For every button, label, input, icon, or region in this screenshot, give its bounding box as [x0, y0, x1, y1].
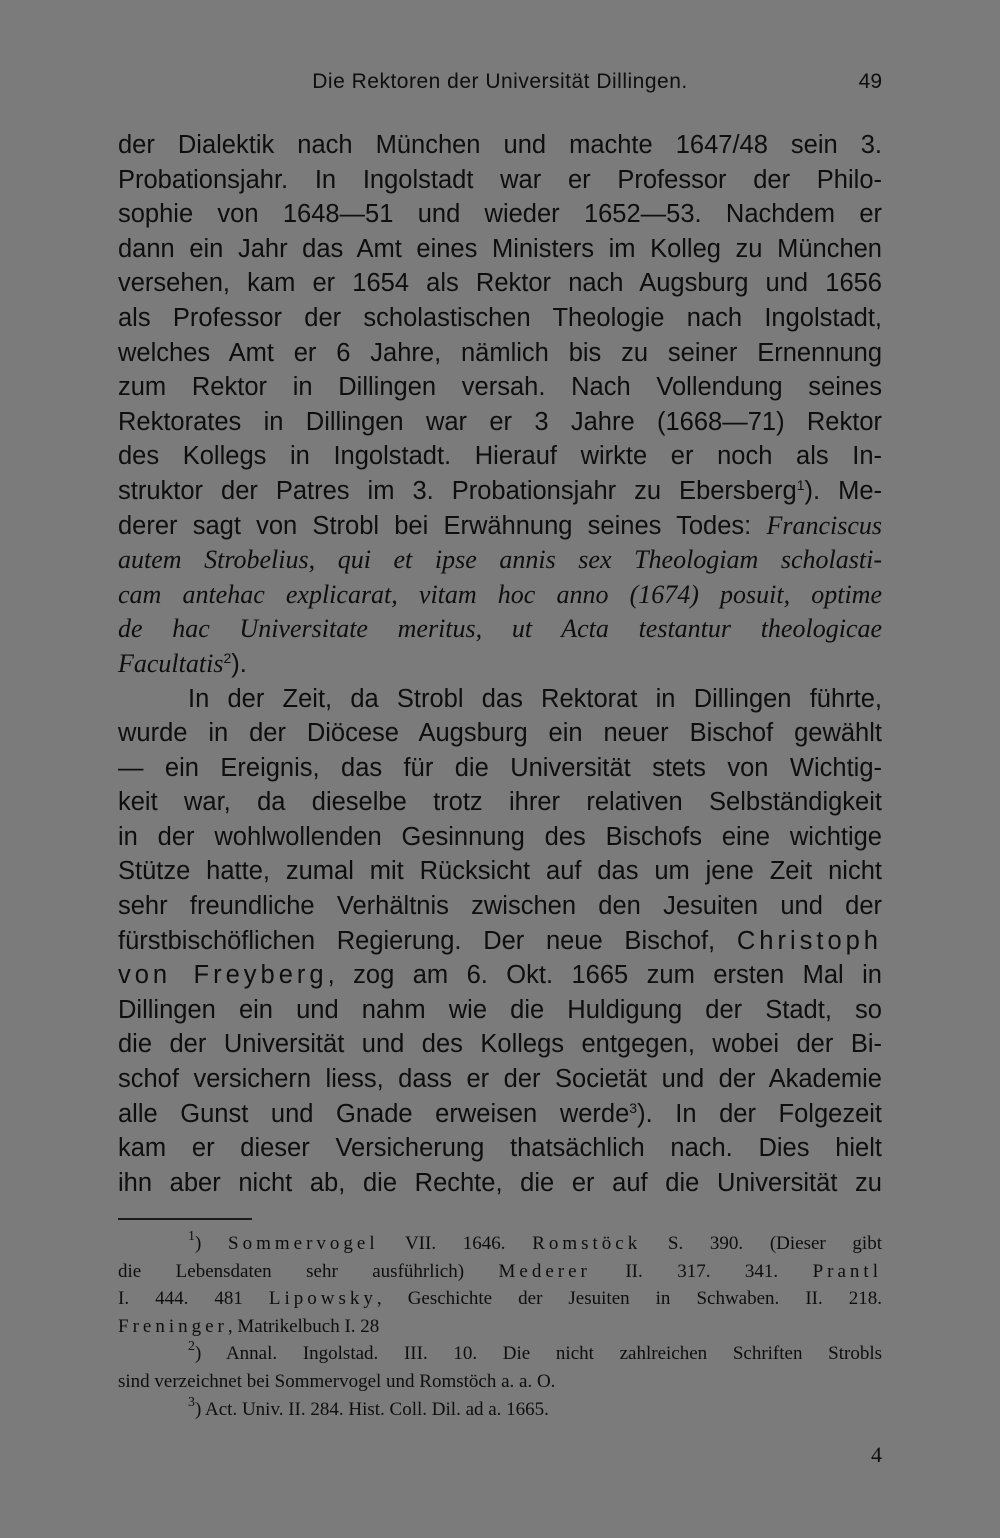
spaced-name: von Freyberg: [118, 961, 328, 990]
body-text: [118, 128, 882, 1200]
latin-quote-line: de hac Universitate meritus, ut Acta testantur theologicae: [118, 614, 882, 644]
text-line: [118, 647, 882, 682]
footnote-line: [118, 1258, 882, 1286]
text-line: In der Zeit, da Strobl das Rektorat in Dillingen führte,: [188, 684, 882, 713]
footnote-mark: 2: [188, 1339, 195, 1355]
text-line: Dillingen ein und nahm wie die Huldigung der Stadt, so: [118, 995, 882, 1024]
page-header: [118, 70, 882, 104]
text-line: dann ein Jahr das Amt eines Ministers im Kolleg zu München: [118, 234, 882, 263]
text-line: [118, 474, 882, 509]
text-line: kam er dieser Versicherung thatsächlich nach. Dies hielt: [118, 1134, 882, 1163]
author-name: Freninger: [118, 1315, 228, 1337]
text-line: sophie von 1648—51 und wieder 1652—53. Nachdem er: [118, 200, 882, 229]
text-span: ): [195, 1233, 229, 1254]
author-name: Prantl: [812, 1260, 882, 1282]
latin-quote: Facultatis: [118, 648, 224, 678]
text-span: ) Act. Univ. II. 284. Hist. Coll. Dil. ad a. 1665.: [195, 1398, 549, 1420]
text-span: VII. 1646.: [378, 1233, 533, 1254]
latin-quote-line: autem Strobelius, qui et ipse annis sex Theologiam scholasti-: [118, 545, 882, 575]
author-name: Romstöck: [532, 1233, 642, 1254]
footnote-ref-3[interactable]: 3: [629, 1099, 638, 1116]
text-line: schof versichern liess, dass er der Societät und der Akademie: [118, 1065, 882, 1094]
author-name: Lipowsky: [268, 1288, 377, 1310]
text-span: ) Annal. Ingolstad. III. 10. Die nicht zahlreichen Schriften Strobls: [195, 1343, 882, 1365]
text-span: struktor der Patres im 3. Probationsjahr zu Ebersberg: [118, 476, 797, 505]
text-line: ihn aber nicht ab, die Rechte, die er auf die Universität zu: [118, 1168, 882, 1197]
footnote-line: [118, 1396, 882, 1424]
paragraph-1: [118, 128, 882, 682]
text-span: fürstbischöflichen Regierung. Der neue Bischof,: [118, 926, 737, 955]
text-line: [118, 1097, 882, 1132]
text-line: — ein Ereignis, das für die Universität stets von Wichtig-: [118, 753, 882, 782]
text-line: Probationsjahr. In Ingolstadt war er Professor der Philo-: [118, 165, 882, 194]
footnotes: [118, 1230, 882, 1423]
text-line: des Kollegs in Ingolstadt. Hierauf wirkte er noch als In-: [118, 442, 882, 471]
author-name: Sommervogel: [228, 1233, 379, 1254]
text-line: als Professor der scholastischen Theologie nach Ingolstadt,: [118, 303, 882, 332]
text-span: alle Gunst und Gnade erweisen werde: [118, 1099, 630, 1128]
footnote-1: [118, 1230, 882, 1340]
latin-quote: Franciscus: [766, 510, 882, 540]
footnote-mark: 1: [188, 1229, 195, 1244]
text-line: sehr freundliche Verhältnis zwischen den Jesuiten und der: [118, 892, 882, 921]
text-line: Rektorates in Dillingen war er 3 Jahre (1668—71) Rektor: [118, 407, 882, 436]
text-span: II. 317. 341.: [590, 1260, 813, 1282]
text-line: welches Amt er 6 Jahre, nämlich bis zu seiner Ernennung: [118, 338, 882, 367]
footnote-line: sind verzeichnet bei Sommervogel und Romstöch a. a. O.: [118, 1370, 556, 1392]
paragraph-2: [118, 682, 882, 1201]
footnote-divider: [118, 1218, 252, 1220]
footnote-2: [118, 1340, 882, 1395]
text-span: , Geschichte der Jesuiten in Schwaben. II. 218.: [376, 1288, 883, 1310]
text-line: [118, 509, 882, 544]
footnote-line: [118, 1230, 882, 1258]
text-span: , zog am 6. Okt. 1665 zum ersten Mal in: [327, 961, 882, 990]
text-line: die der Universität und des Kollegs entgegen, wobei der Bi-: [118, 1030, 882, 1059]
author-name: Mederer: [498, 1260, 591, 1282]
footnote-3: [118, 1396, 882, 1424]
footnote-line: [118, 1313, 882, 1341]
text-line: zum Rektor in Dillingen versah. Nach Vollendung seines: [118, 373, 882, 402]
footnote-mark: 3: [188, 1394, 195, 1410]
text-line: wurde in der Diöcese Augsburg ein neuer Bischof gewählt: [118, 719, 882, 748]
text-line: keit war, da dieselbe trotz ihrer relativen Selbständigkeit: [118, 788, 882, 817]
signature-mark: 4: [871, 1442, 882, 1467]
text-span: , Matrikelbuch I. 28: [227, 1315, 380, 1337]
footnote-ref-1[interactable]: 1: [796, 476, 805, 493]
text-line: [118, 958, 882, 993]
text-span: derer sagt von Strobl bei Erwähnung seines Todes:: [118, 511, 767, 540]
text-span: ). In der Folgezeit: [637, 1099, 883, 1128]
text-line: der Dialektik nach München und machte 1647/48 sein 3.: [118, 131, 882, 159]
spaced-name: Christoph: [736, 926, 882, 955]
footnote-line: [118, 1285, 882, 1313]
text-line: [118, 924, 882, 959]
running-title: Die Rektoren der Universität Dillingen.: [312, 70, 688, 93]
text-span: ).: [231, 649, 247, 678]
footnote-line: [118, 1340, 882, 1368]
text-line: in der wohlwollenden Gesinnung des Bischofs eine wichtige: [118, 822, 882, 851]
text-line: versehen, kam er 1654 als Rektor nach Augsburg und 1656: [118, 269, 882, 298]
text-span: ). Me-: [804, 476, 883, 505]
text-span: S. 390. (Dieser gibt: [641, 1233, 882, 1254]
page-number: 49: [858, 70, 882, 93]
footnote-ref-2[interactable]: 2: [223, 649, 232, 666]
text-span: die Lebensdaten sehr ausführlich): [118, 1260, 499, 1282]
latin-quote-line: cam antehac explicarat, vitam hoc anno (1674) posuit, optime: [118, 579, 882, 609]
text-span: I. 444. 481: [118, 1288, 269, 1310]
text-line: Stütze hatte, zumal mit Rücksicht auf das um jene Zeit nicht: [118, 857, 882, 886]
